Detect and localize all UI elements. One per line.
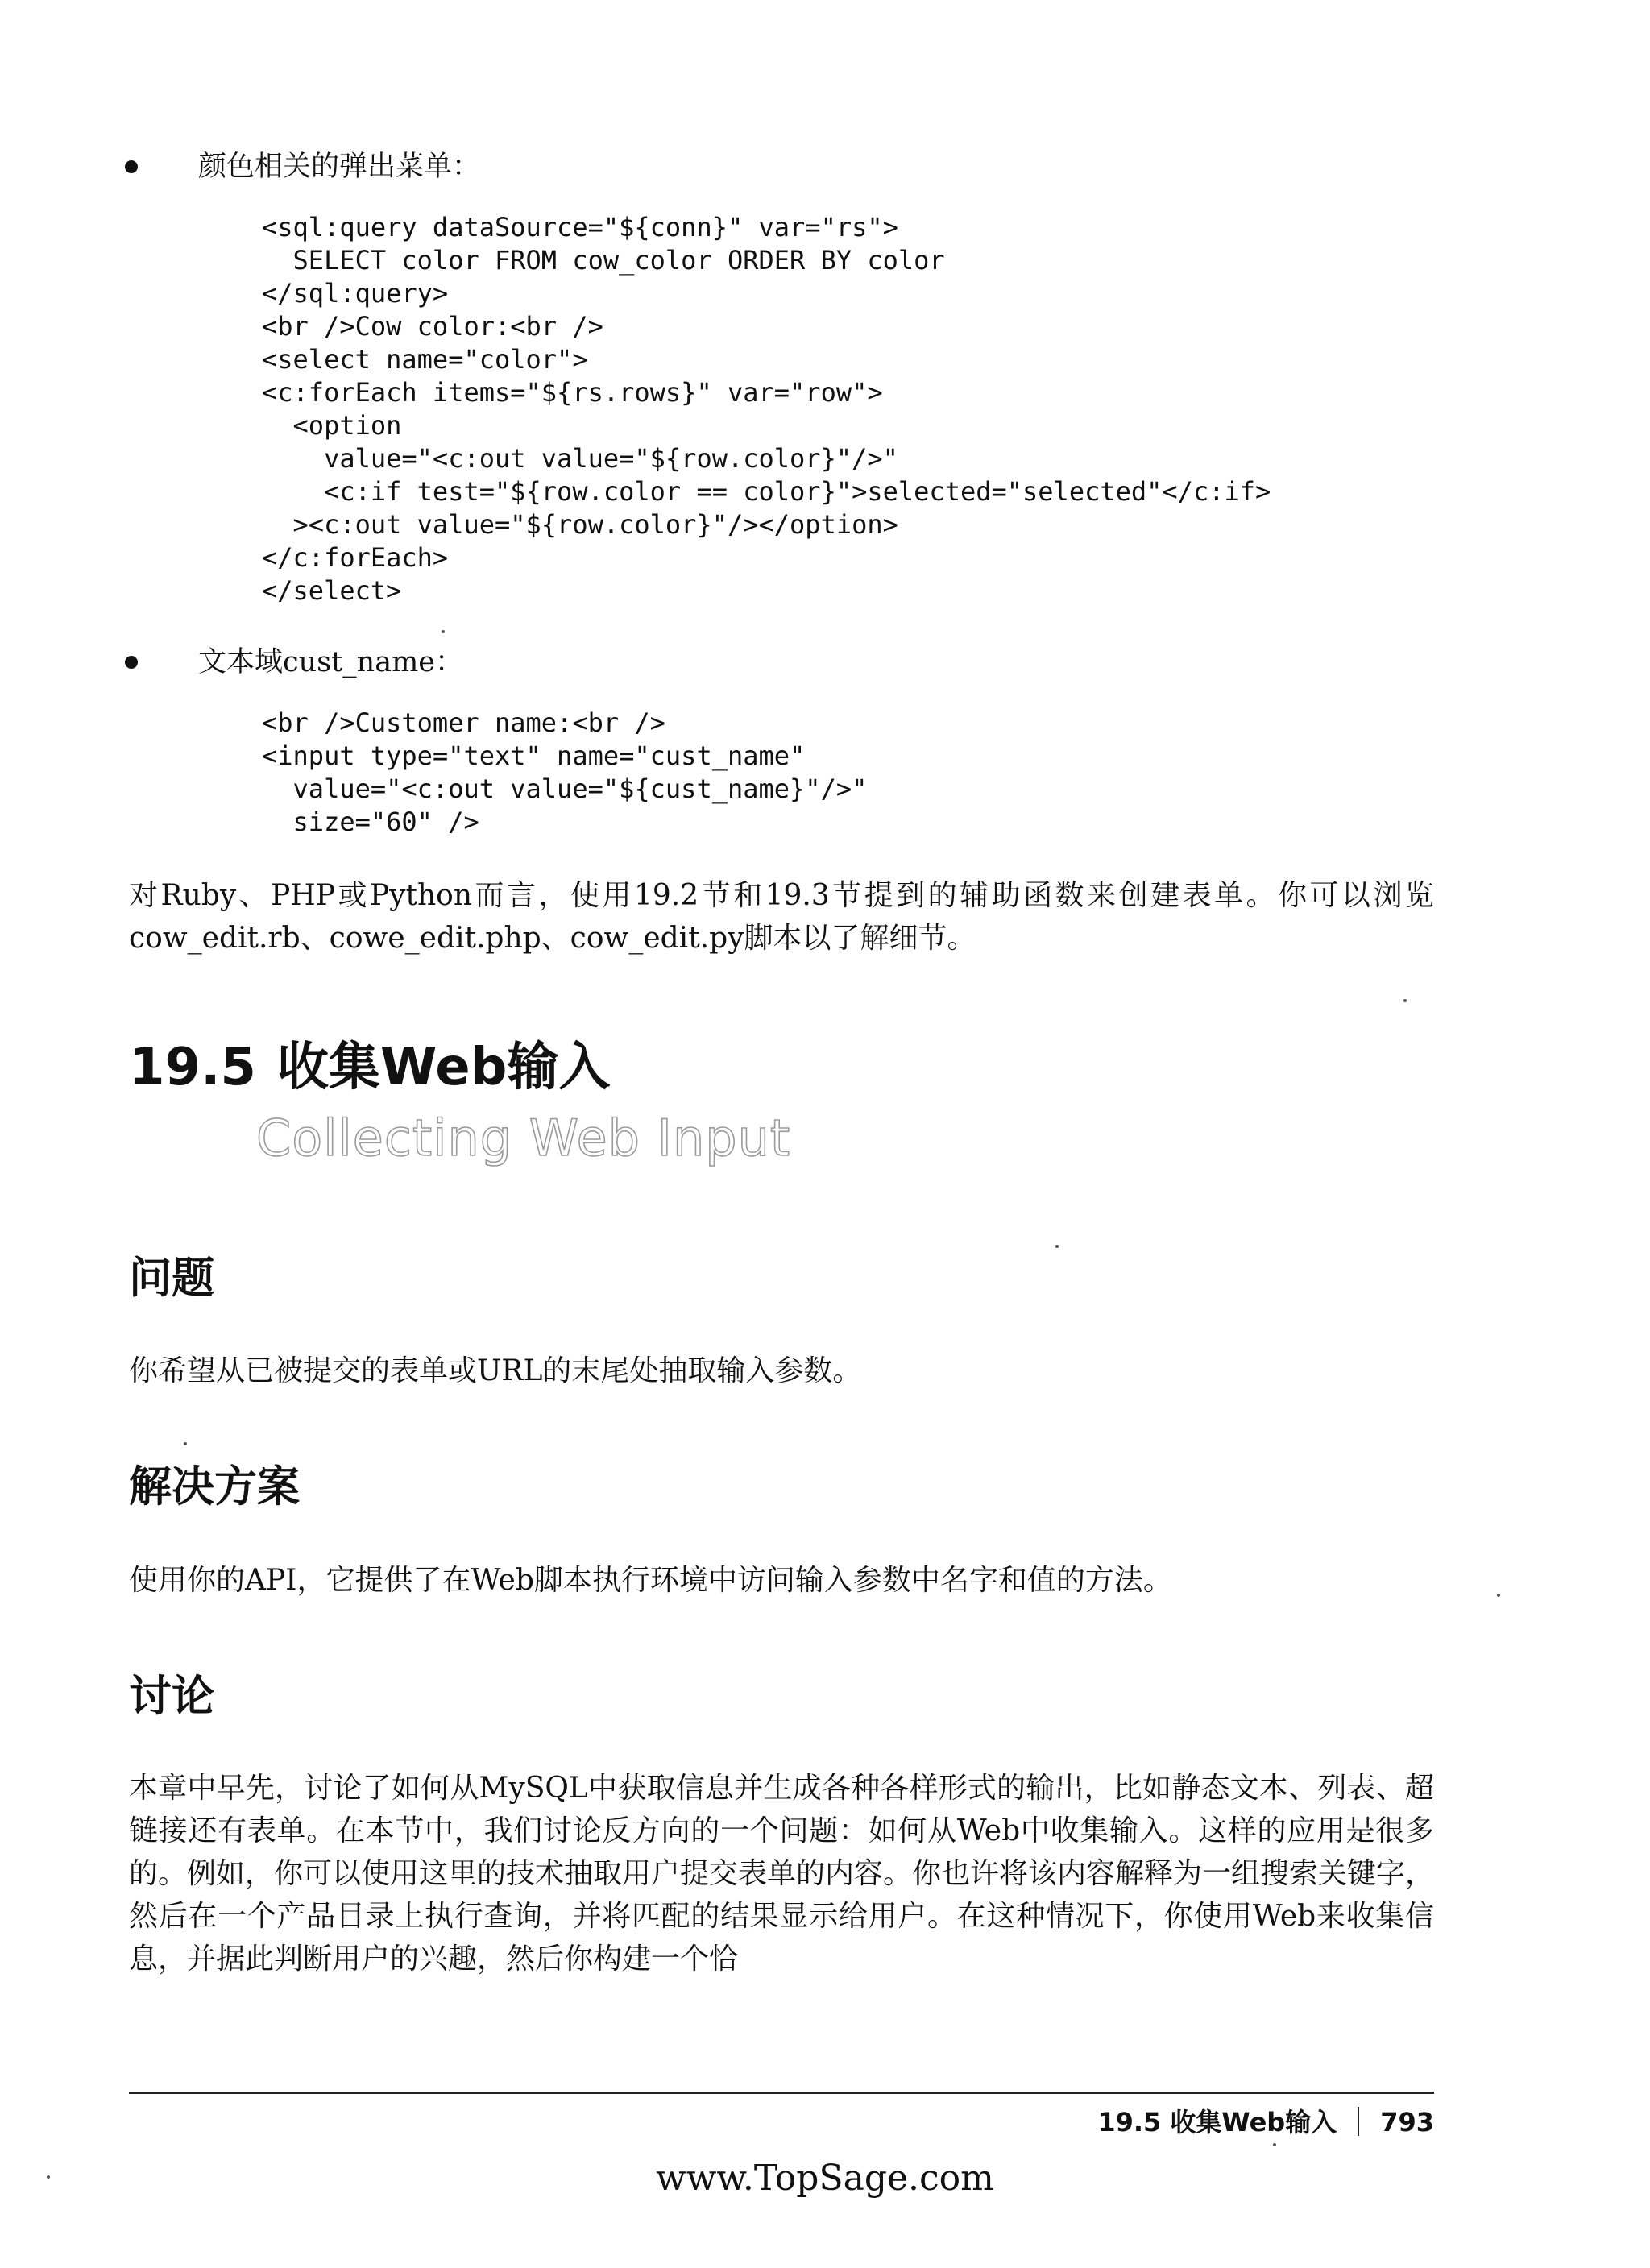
page-footer (129, 2104, 1434, 2140)
footer-section-label: 19.5 收集Web输入 (1097, 2107, 1337, 2137)
paragraph-solution: 使用你的API，它提供了在Web脚本执行环境中访问输入参数中名字和值的方法。 (129, 1564, 1172, 1597)
heading-solution: 解决方案 (129, 1462, 300, 1511)
scan-speck (184, 1442, 187, 1445)
section-number: 19.5 (129, 1038, 256, 1097)
bullet-icon (125, 160, 138, 173)
scan-speck (442, 630, 445, 633)
scan-speck (1497, 1594, 1500, 1597)
heading-problem: 问题 (129, 1254, 214, 1303)
paragraph-problem: 你希望从已被提交的表单或URL的末尾处抽取输入参数。 (129, 1354, 862, 1387)
bullet-icon (125, 656, 138, 669)
watermark: www.TopSage.com (656, 2158, 994, 2199)
code-block-cust-name: <br />Customer name:<br /> <input type="text" name="cust_name" value="<c:out value="${cust_name}"/>" size="60" /> (262, 707, 868, 837)
paragraph-helpers: 对Ruby、PHP或Python而言，使用19.2节和19.3节提到的辅助函数来创建表单。你可以浏览cow_edit.rb、cowe_edit.php、cow_edit.py脚本以了解细节。 (129, 879, 1434, 955)
code-block-color-menu: <sql:query dataSource="${conn}" var="rs"> SELECT color FROM cow_color ORDER BY color </sql:query> <br />Cow color:<br /> <select name="color"> <c:forEach items="${rs.rows}" var="row"> <option value="<c:out value="${row.color}"/>" <c:if test="${row.color == color}">selected="selected"</c:if> ><c:out value="${row.color}"/></option> </c:forEach> </select> (262, 212, 1271, 606)
section-title-text: 收集Web输入 (276, 1038, 611, 1097)
bullet-text: 文本域cust_name： (198, 646, 463, 678)
scan-speck (47, 2175, 50, 2179)
footer-separator (1358, 2107, 1359, 2136)
scan-speck (1055, 1245, 1059, 1248)
paragraph-discussion: 本章中早先，讨论了如何从MySQL中获取信息并生成各种各样形式的输出，比如静态文本、列表、超链接还有表单。在本节中，我们讨论反方向的一个问题：如何从Web中收集输入。这样的应用是很多的。例如，你可以使用这里的技术抽取用户提交表单的内容。你也许将该内容解释为一组搜索关键字，然后在一个产品目录上执行查询，并将匹配的结果显示给用户。在这种情况下，你使用Web来收集信息，并据此判断用户的兴趣，然后你构建一个恰 (129, 1772, 1435, 1976)
scan-speck (1403, 999, 1407, 1002)
page-number: 793 (1380, 2107, 1434, 2137)
section-subtitle: Collecting Web Input (256, 1109, 791, 1167)
section-title (129, 1035, 610, 1100)
bullet-text: 颜色相关的弹出菜单： (198, 151, 481, 183)
footer-rule (129, 2092, 1434, 2094)
scan-speck (1273, 2143, 1276, 2146)
heading-discussion: 讨论 (129, 1672, 214, 1721)
